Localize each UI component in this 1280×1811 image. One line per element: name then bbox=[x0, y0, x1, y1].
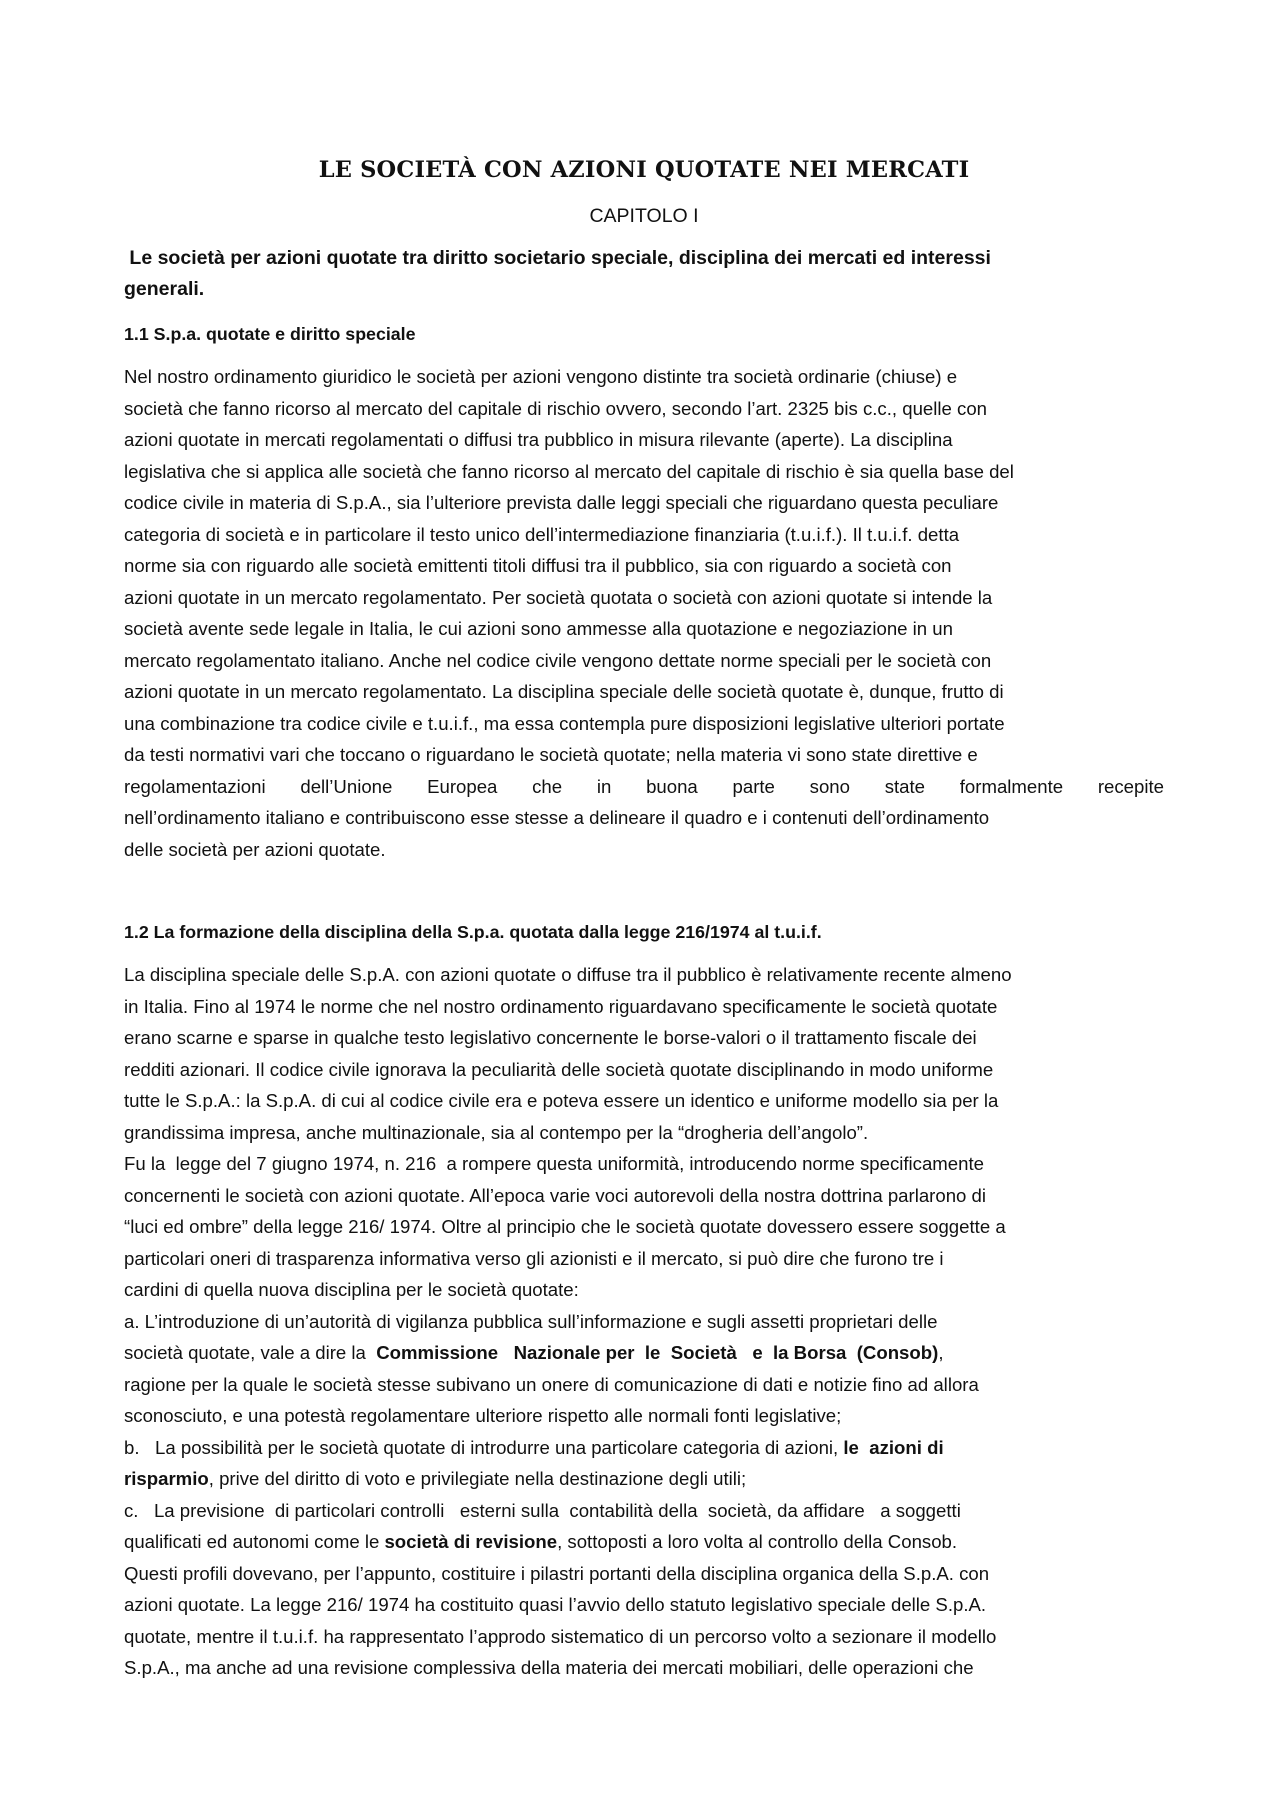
paragraph-line: Fu la legge del 7 giugno 1974, n. 216 a rompere questa uniformità, introducendo norme specificamente bbox=[124, 1153, 984, 1174]
paragraph-line: mercato regolamentato italiano. Anche nel codice civile vengono dettate norme speciali per le società con bbox=[124, 649, 992, 671]
chapter-label: CAPITOLO I bbox=[589, 205, 699, 227]
paragraph-line: azioni quotate in un mercato regolamentato. La disciplina speciale delle società quotate è, dunque, frutto di bbox=[124, 681, 1004, 702]
section-1-1-paragraph bbox=[124, 361, 1164, 865]
paragraph-line: azioni quotate in un mercato regolamentato. Per società quotata o società con azioni quotate si intende la bbox=[124, 586, 993, 608]
chapter-heading bbox=[124, 243, 1164, 305]
line-text: , sottoposti a loro volta al controllo della Consob. bbox=[557, 1531, 958, 1552]
section-1-2-paragraph bbox=[124, 959, 1164, 1684]
paragraph-line: società che fanno ricorso al mercato del capitale di rischio ovvero, secondo l’art. 2325 bis c.c., quelle con bbox=[124, 397, 988, 419]
paragraph-line: in Italia. Fino al 1974 le norme che nel nostro ordinamento riguardavano specificamente le società quotate bbox=[124, 995, 998, 1017]
paragraph-line: azioni quotate in mercati regolamentati o diffusi tra pubblico in misura rilevante (aperte). La disciplina bbox=[124, 429, 953, 450]
paragraph-line: erano scarne e sparse in qualche testo legislativo concernente le borse-valori o il trattamento fiscale dei bbox=[124, 1027, 977, 1048]
paragraph-line: nell’ordinamento italiano e contribuiscono esse stesse a delineare il quadro e i contenuti dell’ordinamento bbox=[124, 807, 990, 828]
section-heading-1-2: 1.2 La formazione della disciplina della S.p.a. quotata dalla legge 216/1974 al t.u.i.f. bbox=[124, 922, 822, 942]
paragraph-line: a. L’introduzione di un’autorità di vigilanza pubblica sull’informazione e sugli assetti proprietari delle bbox=[124, 1310, 938, 1332]
paragraph-line: ragione per la quale le società stesse subivano un onere di comunicazione di dati e notizie fino ad allora bbox=[124, 1373, 979, 1395]
paragraph-line: una combinazione tra codice civile e t.u.i.f., ma essa contempla pure disposizioni legislative ulteriori portate bbox=[124, 712, 1005, 734]
line-text: , bbox=[938, 1342, 944, 1363]
paragraph-line: cardini di quella nuova disciplina per le società quotate: bbox=[124, 1279, 579, 1300]
paragraph-line: c. La previsione di particolari controlli esterni sulla contabilità della società, da affidare a soggetti bbox=[124, 1499, 961, 1521]
line-text: , prive del diritto di voto e privilegiate nella destinazione degli utili; bbox=[208, 1468, 747, 1489]
azioni-risparmio-bold: le azioni di bbox=[843, 1436, 944, 1458]
paragraph-line bbox=[124, 1337, 1164, 1369]
line-text: qualificati ed autonomi come le bbox=[124, 1531, 385, 1552]
section-heading-1-1: 1.1 S.p.a. quotate e diritto speciale bbox=[124, 324, 416, 344]
paragraph-line: redditi azionari. Il codice civile ignorava la peculiarità delle società quotate disciplinando in modo uniforme bbox=[124, 1058, 994, 1080]
paragraph-line: categoria di società e in particolare il testo unico dell’intermediazione finanziaria (t.u.i.f.). Il t.u.i.f. detta bbox=[124, 523, 960, 545]
paragraph-line: tutte le S.p.A.: la S.p.A. di cui al codice civile era e poteva essere un identico e uniforme modello sia per la bbox=[124, 1090, 999, 1111]
paragraph-line bbox=[124, 1463, 1164, 1495]
paragraph-line: sconosciuto, e una potestà regolamentare ulteriore rispetto alle normali fonti legislative; bbox=[124, 1405, 842, 1426]
paragraph-line bbox=[124, 1432, 1164, 1464]
paragraph-line: La disciplina speciale delle S.p.A. con azioni quotate o diffuse tra il pubblico è relativamente recente almeno bbox=[124, 964, 1012, 985]
line-text: società quotate, vale a dire la bbox=[124, 1342, 372, 1363]
paragraph-line: Nel nostro ordinamento giuridico le società per azioni vengono distinte tra società ordinarie (chiuse) e bbox=[124, 366, 958, 387]
paragraph-line: concernenti le società con azioni quotate. All’epoca varie voci autorevoli della nostra dottrina parlarono di bbox=[124, 1184, 987, 1206]
paragraph-line: delle società per azioni quotate. bbox=[124, 838, 386, 860]
paragraph-line: norme sia con riguardo alle società emittenti titoli diffusi tra il pubblico, sia con riguardo a società con bbox=[124, 555, 952, 576]
societa-revisione-bold: società di revisione bbox=[384, 1531, 558, 1552]
azioni-risparmio-bold: risparmio bbox=[124, 1468, 209, 1489]
paragraph-line: legislativa che si applica alle società che fanno ricorso al mercato del capitale di rischio è sia quella base del bbox=[124, 460, 1014, 482]
paragraph-line: quotate, mentre il t.u.i.f. ha rappresentato l’approdo sistematico di un percorso volto a sezionare il modello bbox=[124, 1625, 997, 1647]
paragraph-line: S.p.A., ma anche ad una revisione complessiva della materia dei mercati mobiliari, delle operazioni che bbox=[124, 1657, 974, 1678]
paragraph-line bbox=[124, 1526, 1164, 1558]
paragraph-line: particolari oneri di trasparenza informativa verso gli azionisti e il mercato, si può dire che furono tre i bbox=[124, 1247, 944, 1269]
paragraph-line: società avente sede legale in Italia, le cui azioni sono ammesse alla quotazione e negoziazione in un bbox=[124, 618, 953, 639]
paragraph-line: Questi profili dovevano, per l’appunto, costituire i pilastri portanti della disciplina organica della S.p.A. con bbox=[124, 1562, 990, 1584]
paragraph-line: grandissima impresa, anche multinazionale, sia al contempo per la “drogheria dell’angolo”. bbox=[124, 1121, 869, 1143]
paragraph-line: codice civile in materia di S.p.A., sia l’ulteriore prevista dalle leggi speciali che riguardano questa peculiare bbox=[124, 492, 999, 513]
consob-bold: Commissione Nazionale per le Società e la Borsa (Consob) bbox=[371, 1342, 939, 1363]
document-title: LE SOCIETÀ CON AZIONI QUOTATE NEI MERCATI bbox=[318, 157, 970, 183]
document-page bbox=[124, 150, 1164, 1684]
paragraph-line: regolamentazioni dell’Unione Europea che in buona parte sono state formalmente recepite bbox=[124, 775, 1164, 797]
line-text: b. La possibilità per le società quotate di introdurre una particolare categoria di azioni, bbox=[124, 1436, 844, 1458]
paragraph-line: “luci ed ombre” della legge 216/ 1974. Oltre al principio che le società quotate dovessero essere soggette a bbox=[124, 1216, 1006, 1237]
chapter-heading-line: Le società per azioni quotate tra diritto societario speciale, disciplina dei mercati ed interessi bbox=[124, 247, 991, 269]
paragraph-line: da testi normativi vari che toccano o riguardano le società quotate; nella materia vi sono state direttive e bbox=[124, 744, 978, 765]
chapter-heading-line: generali. bbox=[124, 278, 205, 300]
paragraph-line: azioni quotate. La legge 216/ 1974 ha costituito quasi l’avvio dello statuto legislativo speciale delle S.p.A. bbox=[124, 1594, 987, 1615]
